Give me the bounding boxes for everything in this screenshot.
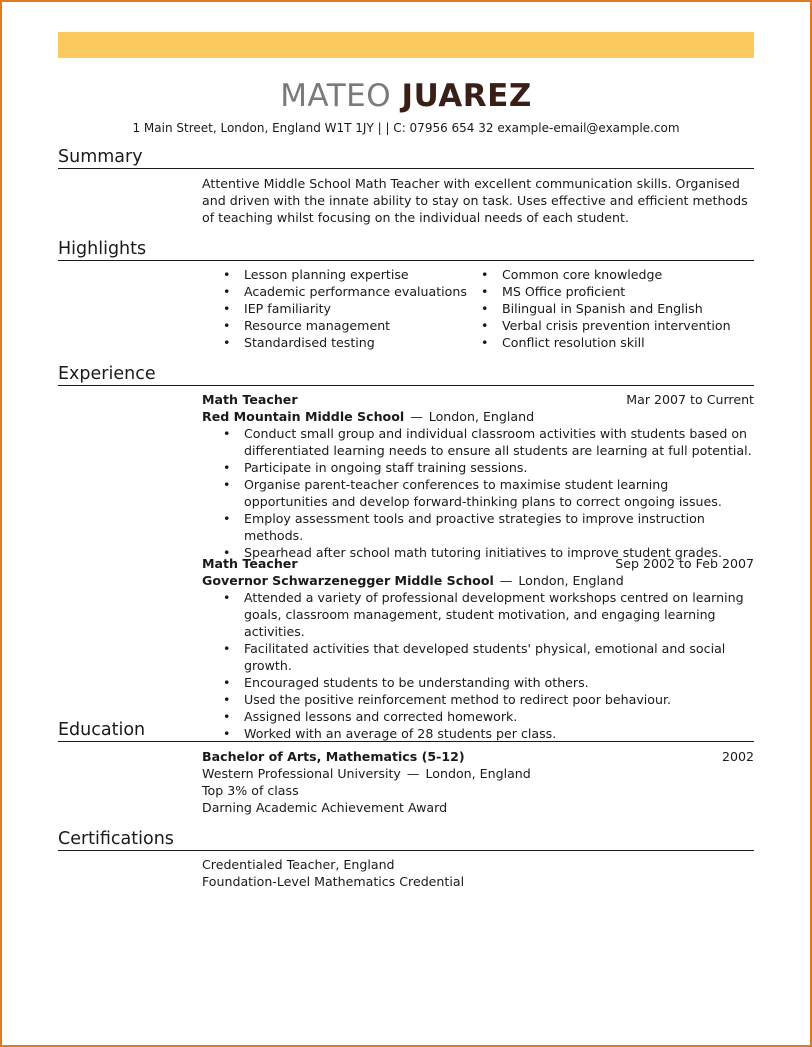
list-item: • MS Office proficient <box>460 283 731 300</box>
section-divider <box>58 741 754 742</box>
section-title-highlights: Highlights <box>58 239 147 259</box>
list-item: • Resource management <box>202 317 467 334</box>
section-divider <box>58 385 754 386</box>
job-bullets <box>202 589 754 742</box>
job-employer: Red Mountain Middle School <box>202 409 405 424</box>
list-item: • Participate in ongoing staff training sessions. <box>202 459 754 476</box>
list-item: • Worked with an average of 28 students per class. <box>202 725 754 742</box>
list-item: • Used the positive reinforcement method to redirect poor behaviour. <box>202 691 754 708</box>
list-item: • Attended a variety of professional development workshops centred on learning goals, classroom management, student motivation, and engaging learning activities. <box>202 589 754 640</box>
summary-text: Attentive Middle School Math Teacher with excellent communication skills. Organised and driven with the innate ability to stay on task. Uses effective and efficient methods of teaching whilst focusing on the individual needs of each student. <box>202 176 748 225</box>
job-employer-line <box>202 408 534 425</box>
job-location: London, England <box>428 409 535 424</box>
section-divider <box>58 168 754 169</box>
section-title-certifications: Certifications <box>58 829 174 849</box>
school-location: London, England <box>425 766 531 781</box>
job-bullets <box>202 425 754 561</box>
school-line <box>202 765 531 782</box>
separator: — <box>406 766 420 781</box>
job-title: Math Teacher <box>202 556 298 571</box>
list-item: • IEP familiarity <box>202 300 467 317</box>
certification-item: Credentialed Teacher, England <box>202 857 395 872</box>
list-item: • Organise parent-teacher conferences to maximise student learning opportunities and develop forward-thinking plans to correct ongoing issues. <box>202 476 754 510</box>
separator: — <box>410 409 423 424</box>
job-employer: Governor Schwarzenegger Middle School <box>202 573 494 588</box>
section-title-experience: Experience <box>58 364 156 384</box>
list-item: • Facilitated activities that developed students' physical, emotional and social growth. <box>202 640 754 674</box>
list-item: • Conduct small group and individual classroom activities with students based on differentiated learning needs to ensure all students are learning at full potential. <box>202 425 754 459</box>
section-divider <box>58 850 754 851</box>
job-location: London, England <box>518 573 624 588</box>
list-item: • Spearhead after school math tutoring initiatives to improve student grades. <box>202 544 754 561</box>
list-item: • Conflict resolution skill <box>460 334 731 351</box>
job-dates: Sep 2002 to Feb 2007 <box>615 556 754 571</box>
header-accent-bar <box>58 32 754 58</box>
section-divider <box>58 260 754 261</box>
list-item: • Encouraged students to be understanding with others. <box>202 674 754 691</box>
education-detail: Top 3% of class <box>202 783 299 798</box>
first-name: MATEO <box>280 78 392 114</box>
list-item: • Standardised testing <box>202 334 467 351</box>
graduation-year: 2002 <box>721 749 754 764</box>
list-item: • Verbal crisis prevention intervention <box>460 317 731 334</box>
certification-item: Foundation-Level Mathematics Credential <box>202 874 465 889</box>
degree: Bachelor of Arts, Mathematics (5-12) <box>202 749 465 764</box>
job-dates: Mar 2007 to Current <box>626 392 754 407</box>
separator: — <box>499 573 513 588</box>
highlights-right-list <box>460 266 731 351</box>
last-name: JUAREZ <box>401 78 532 114</box>
education-detail: Darning Academic Achievement Award <box>202 800 448 815</box>
list-item: • Employ assessment tools and proactive strategies to improve instruction methods. <box>202 510 754 544</box>
job-employer-line <box>202 572 624 589</box>
job-title: Math Teacher <box>202 392 298 407</box>
school-name: Western Professional University <box>202 766 401 781</box>
section-title-summary: Summary <box>58 147 143 167</box>
contact-line: 1 Main Street, London, England W1T 1JY | | C: 07956 654 32 example-email@example.com <box>132 121 680 135</box>
list-item: • Academic performance evaluations <box>202 283 467 300</box>
section-title-education: Education <box>58 720 146 740</box>
highlights-left-list <box>202 266 467 351</box>
list-item: • Bilingual in Spanish and English <box>460 300 731 317</box>
list-item: • Assigned lessons and corrected homework. <box>202 708 754 725</box>
list-item: • Lesson planning expertise <box>202 266 467 283</box>
list-item: • Common core knowledge <box>460 266 731 283</box>
candidate-name <box>0 76 812 116</box>
